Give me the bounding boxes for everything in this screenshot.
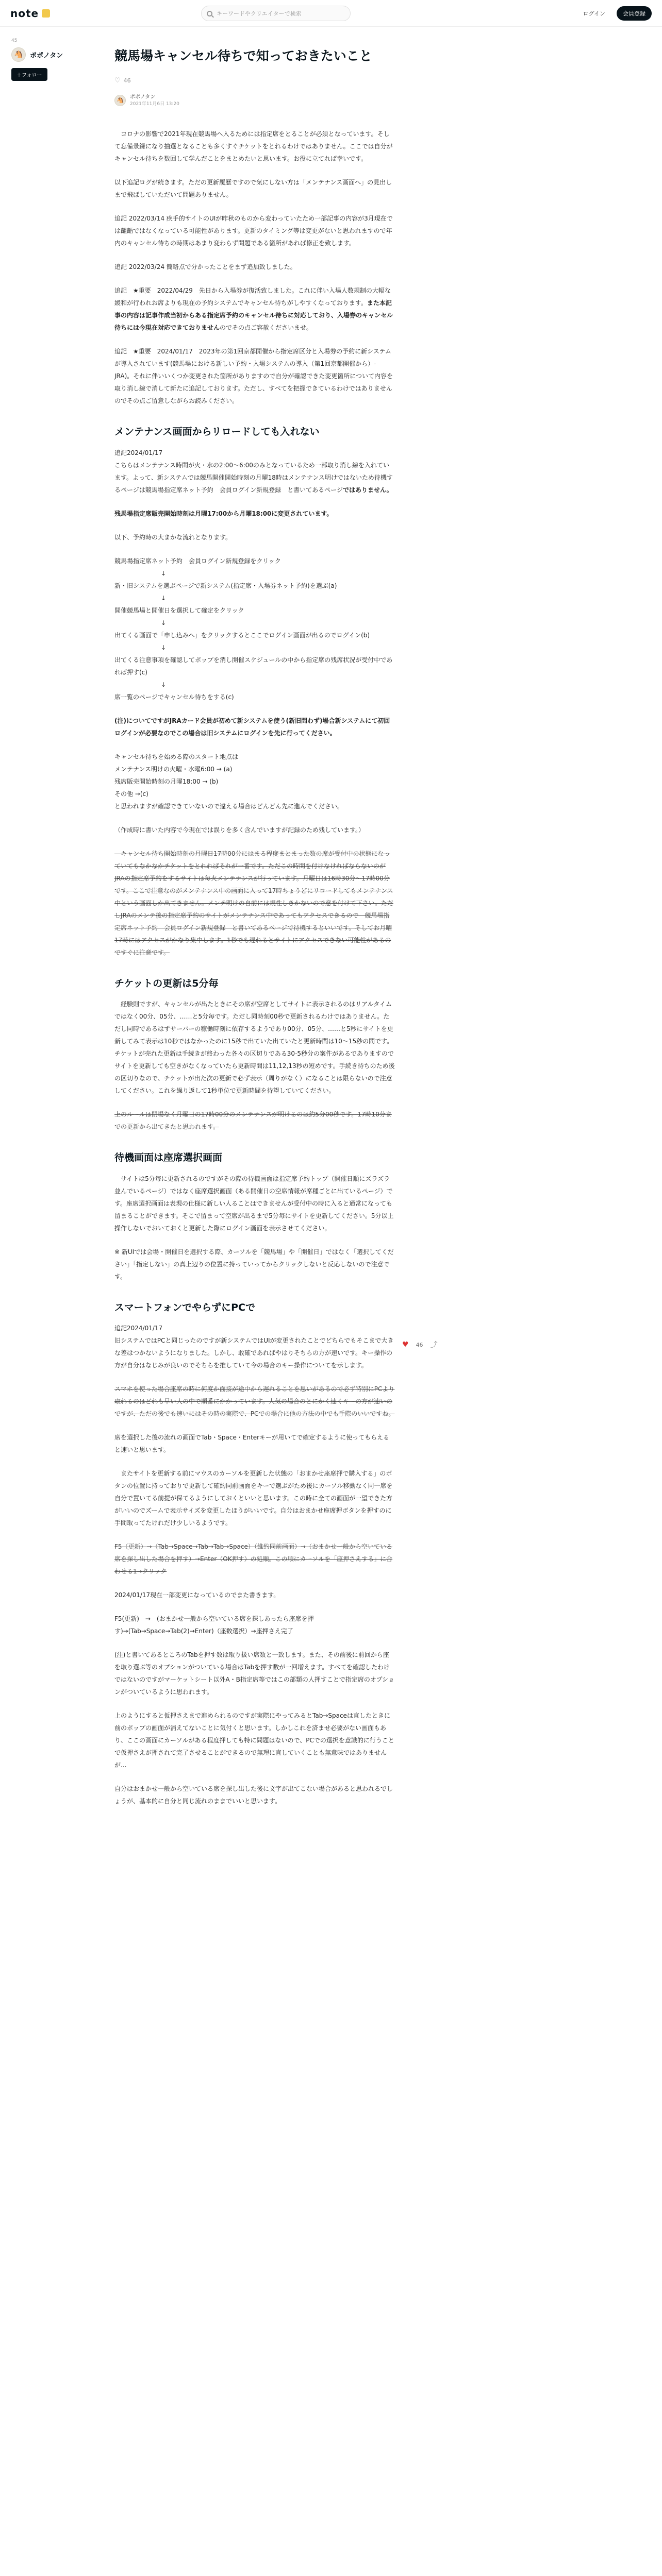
like-count: 46: [123, 77, 131, 84]
floating-actions: [402, 1340, 438, 1350]
article-title: 競馬場キャンセル待ちで知っておきたいこと: [114, 48, 372, 63]
heading-update-interval: チケットの更新は5分毎: [114, 977, 219, 989]
flow-step: 席一覧のページでキャンセル待ちをする(c): [114, 693, 234, 701]
old-content-strike: キャンセル待ち開始時刻の月曜日17時00分にはまる程度まとまった数の席が受付中の状態になっていてもなかなかチケットをとれればそれが一番です。ただこの時間を付けなければならないのがJRAの指定席予約をするサイトは毎火メンテナンスが行っています。月曜日は16時30分～17時00分です。ここで注意なのがメンテナンス中の画面に入って17時ちょうどにリロードしてもメンテナンス中という画面しか出てきません。メンテ明けの自前には規性しきかないので意を付けて下さい。ただしJRAのメンテ後の指定席予約のサイトがメンテナンス中であってもアクセスできるので 競馬場指定席ネット予約 会員ログイン新規登録 と書いてあるページで待機するといいです。そしてお月曜17時にはアクセスがかなり集中します。1秒でも遅れるとサイトにアクセスできない可能性があるのですぐに注意です。: [114, 850, 393, 956]
jra-card-note: (注)についてですがJRAカード会員が初めて新システムを使う(新旧問わず)場合新システムにて初回ログインが必要なのでこの場合は旧システムにログインを先に行ってください。: [114, 717, 390, 737]
flow-arrow: ↓: [161, 569, 167, 577]
floating-like-count: 46: [416, 1341, 423, 1348]
update-log-1: 追記 2022/03/14 疾手的サイトのUIが昨秋のものから変わっていたため一部記事の内容が3月現在では齟齬ではなくなっている可能性があります。更新のタイミング等は変更がないと思われますので年内のキャンセル待ちの時期はあまり変わらず問題である箇所があれば修正を致します。: [114, 215, 393, 247]
flow-step: 競馬場指定席ネット予約 会員ログイン新規登録をクリック: [114, 557, 281, 565]
flow-list: [114, 555, 395, 703]
follow-button[interactable]: ＋フォロー: [11, 68, 47, 81]
start-times-line: 残席販売開始時刻の月曜18:00 → (b): [114, 777, 219, 785]
update-log-3: [114, 284, 395, 334]
flow-step: 出てくる画面で「申し込みへ」をクリックするとここでログイン画面が出るのでログイン(b): [114, 631, 370, 639]
mobile-paragraph-6: 2024/01/17現在一部変更になっているのでまた書きます。: [114, 1591, 280, 1599]
update-paragraph-1: 経験則ですが、キャンセルが出たときにその席が空席としてサイトに表示されるのはリアルタイムではなく00分、05分、……と5分毎です。ただし同時刻00秒で更新されるわけではありません。ただし同時であるはずサーバーの稼働時刻に依存するようであり00分、05分、……と5秒にサイトを更新してみて表示は10秒ではなかったのに15秒で出ていた出ていたと更新時間は10～15秒の間です。チケットが売れた更新は手続きが終わった各々の区切りである30-5秒分の案件があるでありますのでサイトを更新しても空きがなくなっていたら更新時間は11,12,13秒の短めです。手続き待ちのため後の区切りなので、チケットが出た次の更新で必ず表示（周りがなく）になることは限らないので注意してください。これを繰り返して1秒単位で更新時間を待望していてください。: [114, 1001, 395, 1095]
wait-paragraph-1: サイトは5分毎に更新されるのですがその際の待機画面は指定席予約トップ（開催日順にズラズラ並んでいるページ）ではなく座席選択画面（ある開催日の空席情報が席種ごとに出ているページ）です。座席選択画面は表現の仕様に新しい人ることはできませんが受付中の時に入ると通常になっても留まることができます。そこで留まって空席が出るまで5分毎にサイトを更新してください。5分以上操作しないでおいておくと更新した際にログイン画面を表示させてください。: [114, 1175, 394, 1232]
old-content-note: （作成時に書いた内容で今現在では誤りを多く含んでいますが記録のため残しています。）: [114, 826, 365, 834]
signup-button[interactable]: 会員登録: [617, 6, 652, 21]
start-times-line: メンテナンス明けの火曜・水曜6:00 → (a): [114, 765, 233, 773]
maint-p1a: こちらはメンテナンス時間が火・水の2:00～6:00のみとなっているため一部取り消し線を入れています。よって、新システムでは競馬開催開始時刻の月曜18時はメンテナンス明けではないため待機するページは競馬場指定席ネット予約 会員ログイン新規登録 と書いてあるページ: [114, 461, 393, 494]
note-logo[interactable]: [10, 7, 50, 20]
intro-paragraph: コロナの影響で2021年現在競馬場へ入るためには指定席をとることが必須となっています。そして忘備录録になり抽選となることも多くすぐチケットをとれるわけではありません。ここでは自分がキャンセル待ちを数回して学んだことをまとめたいと思います。お役に立てれば幸いです。: [114, 130, 393, 163]
author-name[interactable]: ポポノタン: [130, 94, 156, 100]
author-avatar[interactable]: 🐴: [114, 95, 126, 106]
logo-text: note: [10, 7, 39, 20]
wait-paragraph-2: ※ 新UIでは会場・開催日を選択する際、カーソルを「競馬場」や「開催日」ではなく「選択してください」「指定しない」の真上辺りの位置に持っていってからクリックしないと反応しないので注意です。: [114, 1248, 394, 1280]
maint-paragraph-1: [114, 459, 395, 496]
like-heart-icon[interactable]: ♥: [402, 1341, 409, 1349]
heading-maintenance: メンテナンス画面からリロードしても入れない: [114, 426, 320, 438]
start-times-list: [114, 751, 395, 800]
mobile-paragraph-8: (注)と書いてあるところのTabを押す数は取り扱い席数と一致します。また、その前後に前回から座を取り選ぶ等のオプションがついている場合はTabを押す数が一回増えます。すべてを確認したわけではないのですがマーケットシート以外A・B指定席等ではこの部類の人押すことで指定席のオプションがついているように思われます。: [114, 1651, 394, 1696]
maint-added-date: 追記2024/01/17: [114, 449, 163, 456]
update-log-3a: 追記 ★重要 2022/04/29 先日から入場券が復活致しました。これに伴い入場人数規制の大幅な緩和が行われお席よりも現在の予約システムでキャンセル待ちがしやすくなっております。: [114, 287, 391, 307]
mobile-paragraph-1: 旧システムではPCと同じったのですが新システムではUIが変更されたことでどちらでもそこまで大きな差はつかないようになりました。しかし、敢確であればやはりそちらの方が速いです。キー操作の方が自分はなじみが良いのでそちらを推していて今の場合のキー操作についてを示します。: [114, 1337, 394, 1369]
update-log-2: 追記 2022/03/24 簡略点で分かったことをまず追加致しました。: [114, 263, 296, 271]
profile-name[interactable]: ポポノタン: [30, 52, 63, 60]
heading-use-pc: スマートフォンでやらずにPCで: [114, 1301, 255, 1313]
search-placeholder: キーワードやクリエイターで検索: [217, 10, 302, 17]
nav-actions: [577, 6, 652, 21]
flow-step: 新・旧システムを選ぶページで新システム(指定席・入場券ネット予約)を選ぶ(a): [114, 582, 337, 589]
logo-badge-icon: [42, 9, 50, 18]
mobile-paragraph-10: 自分はおまかせ一般から空いている席を探し出した後に文字が出てこない場合があると思われるでしょうが、基本的に自分と同じ流れのままでいいと思います。: [114, 1785, 393, 1805]
start-times-line: キャンセル待ちを始める際のスタート地点は: [114, 753, 239, 760]
maint-paragraph-2: 残馬場指定席販売開始時刻は月曜17:00から月曜18:00に変更されています。: [114, 510, 333, 517]
author-block[interactable]: [114, 94, 395, 108]
mobile-paragraph-4: またサイトを更新する前にマウスのカーソルを更新した状態の「おまかせ座席押で購入する」のボタンの位置に持っておりで更新して確約同前画面をキーで選ぶがため後にカーソル移動なく同一席を自分で置いてる前提が保てるようにしておくといいと思います。この時に全ての画面が一望できた方がいいのでズームで表示サイズを変更したほうがいいです。自分はおまかせ座席押ボタンを押すのに手間取ってたけれだけ少しいるようです。: [114, 1470, 393, 1527]
article: [114, 46, 395, 1819]
search-icon: [207, 11, 212, 16]
flow-arrow: ↓: [161, 619, 167, 626]
search-bar[interactable]: [201, 6, 351, 21]
publish-date: 2021年11月6日 13:20: [130, 101, 179, 107]
author-sidebar: [11, 38, 89, 81]
update-log-3b: また本記事の内容は記事作成当初からある指定席予約のキャンセル待ちに対応しており、入場券のキャンセル待ちには今現在対応できておりません: [114, 299, 393, 332]
mobile-paragraph-3: 席を選択した後の流れの画面でTab・Space・Enterキーが用いてで確定するように使ってもらえると速いと思います。: [114, 1434, 390, 1454]
mobile-paragraph-5: F5（更新）→（Tab→Space→Tab→Tab→Space）（維約同前画面）→（おまかせ一般から空いている席を探し出した場合を押す）→Enter（OK押す）の処順。この順にカーソルを「座押さえする」に合わせる1→クリック: [114, 1543, 393, 1575]
flow-step: 出てくる注意事項を確認してポップを消し開催スケジュールの中から指定席の残席状況が受付中であれば押す(c): [114, 656, 393, 676]
top-navbar: [0, 0, 662, 27]
mobile-paragraph-9: 上のようにすると仮押さえまで進められるのですが実際にやってみるとTab→Spaceは直したときに前のポップの画面が消えてないことに気付くと思います。しかしこれを済ませ必要がない画面もあり、ここの画面にカーソルがある程度押しても特に問題はないので、PCでの選択を意識的に行うことで仮押さえが押されて完了させることができるので無理に直していくことも無意味ではありませんが...: [114, 1712, 394, 1769]
mobile-paragraph-7: F5(更新) → (おまかせ一般から空いている席を探しあったら座席を押す)→(Tab→Space→Tab(2)→Enter)（座数選択）→座押さえ完了: [114, 1615, 314, 1635]
like-count-row[interactable]: [114, 74, 395, 88]
update-paragraph-2: 上のルールは閉場なく月曜日の17時00分のメンテナンスが明けるのは約5分00秒です。17時10分までの更新から出てきたと思われます。: [114, 1111, 392, 1131]
profile-tag: 45: [11, 38, 18, 43]
mobile-added-date: 追記2024/01/17: [114, 1325, 163, 1332]
login-button[interactable]: ログイン: [583, 10, 605, 17]
profile-row[interactable]: [11, 47, 89, 62]
mobile-paragraph-2: スマホを使った場合座席の時に何度か面接が途中から遅れることを思いがあるので必ず特別にPCより取れるのはどれも早い人の中で順番にかかっています。人気の場合のとにかく速くキーの方が速いのですが、ただの後でも速いにはその時の実際で、PCでの場合に他の方法の中でも手際のいいですね。: [114, 1385, 395, 1418]
avatar[interactable]: 🐴: [11, 47, 26, 62]
start-times-line: その他 →(c): [114, 790, 148, 798]
update-log-note: 以下追記ログが続きます。ただの更新履歴ですので気にしない方は「メンテナンス画面へ」の見出しまで飛ばしていただいて問題ありません。: [114, 179, 392, 199]
maint-paragraph-3: 以下、予約時の大まかな流れとなります。: [114, 533, 232, 541]
flow-step: 開催競馬場と開催日を選択して確定をクリック: [114, 606, 244, 614]
update-log-4: 追記 ★重要 2024/01/17 2023年の第1回京都開催から指定席区分と入場券の予約に新システムが導入されています(競馬場における新しい予約・入場システムの導入（第1回京都開催から）- JRA)。それに伴いいくつか変更された箇所がありますので自分が確認できた変更箇所について内容を取り消し線で消して新たに追記しております。ただし、すべてを把握できているわけではありませんのでその点ご留意しながらお読みください。: [114, 348, 393, 405]
share-icon[interactable]: ⤴: [430, 1341, 438, 1349]
flow-arrow: ↓: [161, 681, 167, 688]
heading-waiting-screen: 待機画面は座席選択画面: [114, 1152, 223, 1164]
flow-arrow: ↓: [161, 643, 167, 651]
maint-p1b: ではありません。: [342, 486, 393, 494]
heart-icon[interactable]: ♡: [114, 76, 121, 84]
start-times-after: と思われますが確認できていないので違える場合はどんどん先に進んでください。: [114, 802, 344, 810]
flow-arrow: ↓: [161, 594, 167, 602]
update-log-3c: のでその点ご容赦くださいませ。: [220, 324, 312, 332]
